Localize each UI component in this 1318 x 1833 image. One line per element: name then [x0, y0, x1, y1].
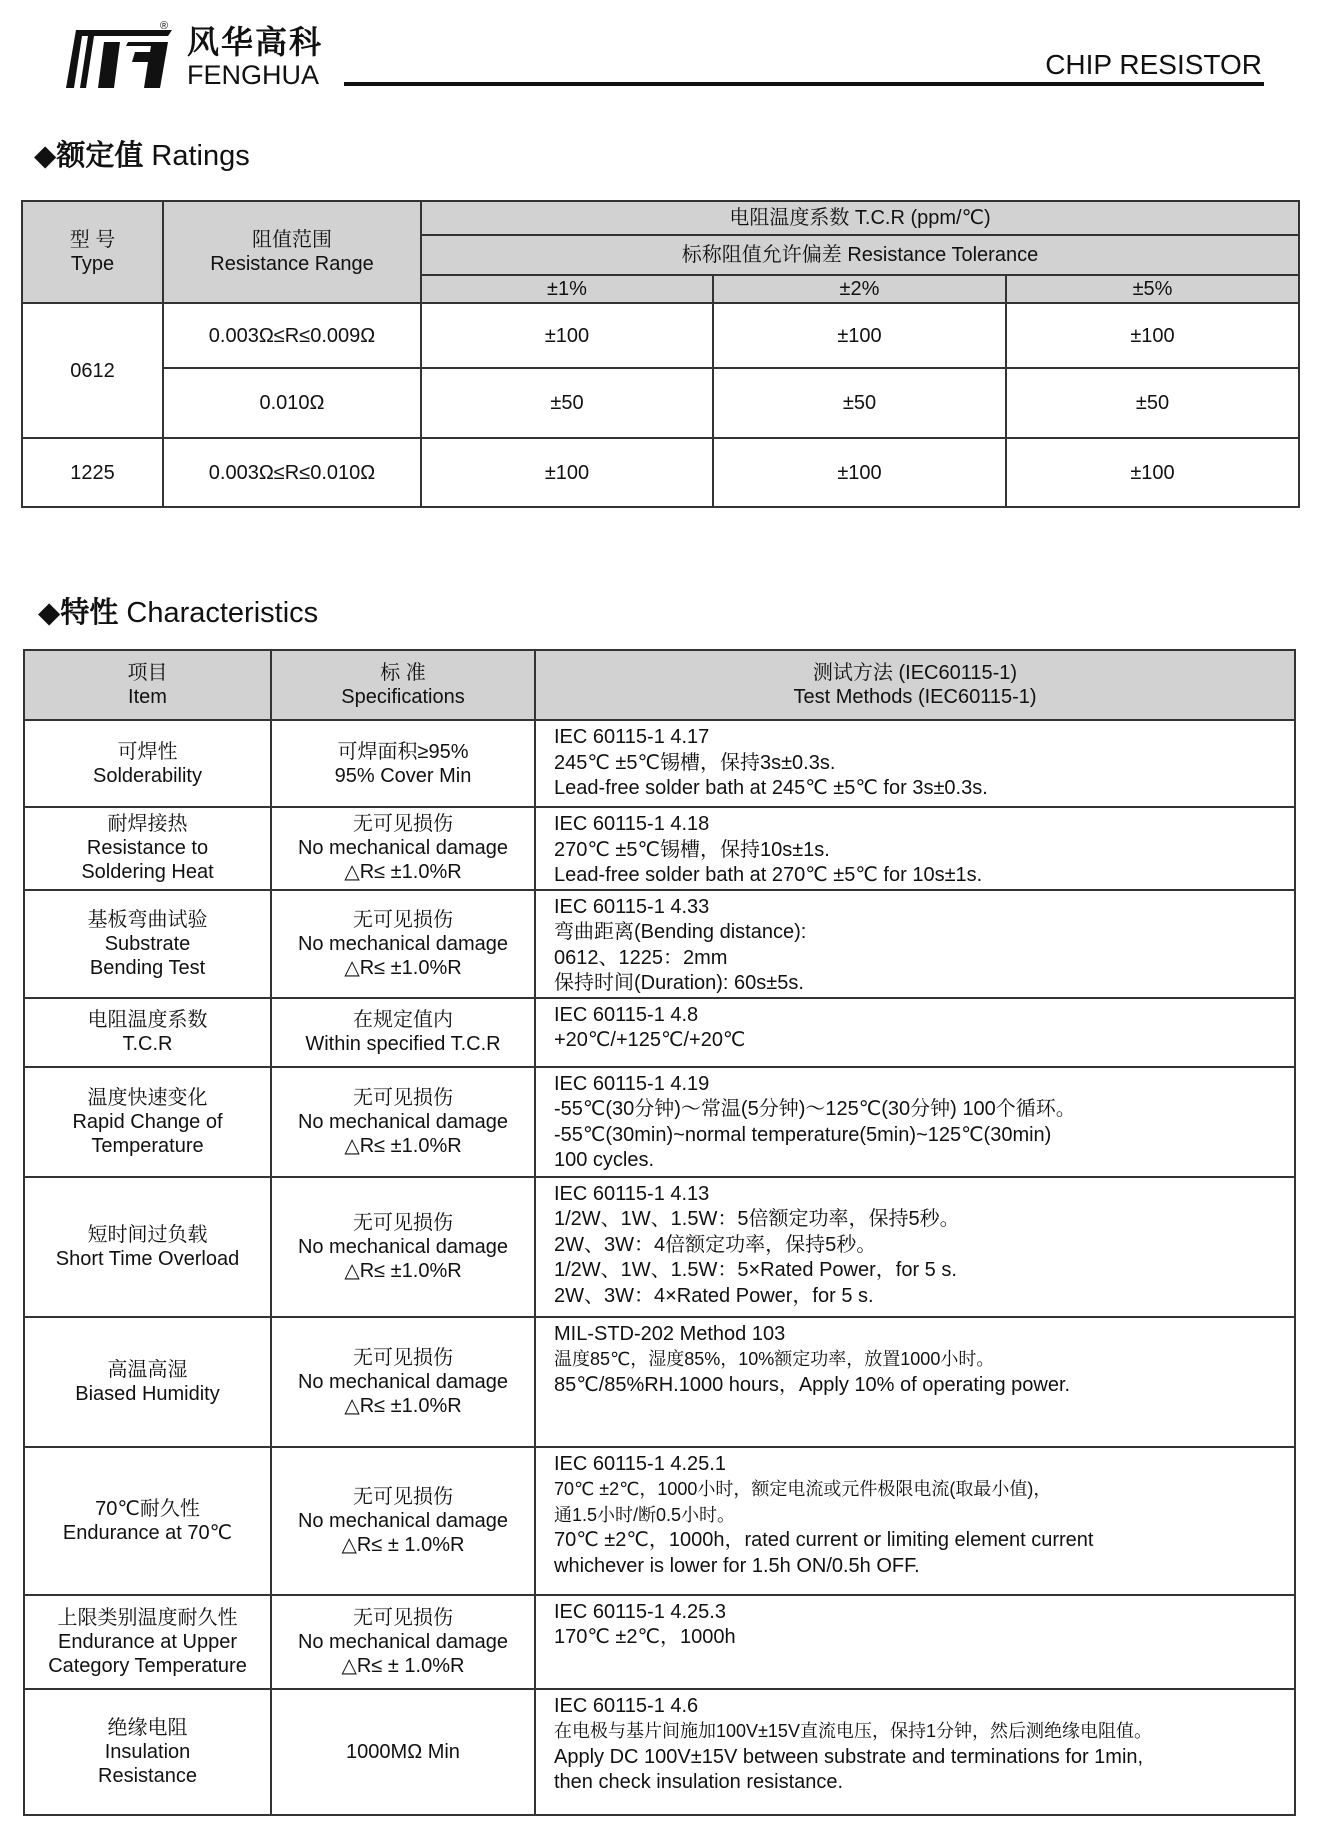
table-row [24, 998, 1295, 1067]
item-cell [24, 1177, 271, 1317]
registered-mark: ® [160, 20, 169, 32]
spec-cell-line: △R≤ ± 1.0%R [341, 1533, 465, 1556]
table-row [24, 1447, 1295, 1595]
range-header: 阻值范围 Resistance Range [163, 201, 421, 303]
item-cell-line: Rapid Change of [72, 1110, 223, 1133]
method-cell-line: IEC 60115-1 4.25.1 [554, 1452, 726, 1475]
method-cell-line: then check insulation resistance. [554, 1771, 844, 1793]
method-cell-line: 70℃ ±2℃，1000h，rated current or limiting element current [554, 1529, 1094, 1551]
spec-cell-line: △R≤ ±1.0%R [344, 1259, 462, 1282]
method-cell [535, 1595, 1295, 1689]
ratings-title [34, 139, 250, 173]
spec-cell [271, 1317, 535, 1447]
item-cell [24, 998, 271, 1067]
tolerance-2pct: ±2% [713, 275, 1006, 303]
spec-cell-line: 无可见损伤 [353, 1086, 453, 1109]
spec-cell-line: 95% Cover Min [334, 764, 472, 787]
item-cell-line: 高温高湿 [107, 1358, 188, 1381]
range-cell: 0.003Ω≤R≤0.009Ω [163, 303, 421, 368]
method-cell-line: IEC 60115-1 4.19 [554, 1072, 710, 1095]
item-cell-line: Endurance at Upper [57, 1630, 237, 1653]
item-cell-line: 可焊性 [117, 740, 178, 763]
table-row [22, 303, 1299, 368]
table-row [24, 1689, 1295, 1815]
table-row [24, 807, 1295, 890]
spec-cell-line: △R≤ ±1.0%R [344, 1134, 462, 1157]
item-cell-line: Short Time Overload [55, 1247, 240, 1270]
table-row [24, 720, 1295, 807]
spec-cell-line: △R≤ ±1.0%R [344, 1394, 462, 1417]
spec-cell-line: 无可见损伤 [353, 1211, 453, 1234]
method-cell-line: IEC 60115-1 4.8 [554, 1003, 699, 1026]
table-row [24, 890, 1295, 998]
ratings-title-en: Ratings [151, 140, 250, 172]
item-header: 项目 Item [24, 650, 271, 720]
method-cell-line: Apply DC 100V±15V between substrate and terminations for 1min, [554, 1745, 1144, 1768]
spec-cell [271, 998, 535, 1067]
method-cell [535, 890, 1295, 998]
spec-cell-line: △R≤ ±1.0%R [344, 861, 462, 884]
spec-cell [271, 1595, 535, 1689]
item-cell-line: 基板弯曲试验 [87, 908, 208, 931]
tcr-header: 电阻温度系数 T.C.R (ppm/℃) [421, 201, 1299, 235]
spec-cell-line: No mechanical damage [297, 1235, 509, 1258]
method-cell-line: 170℃ ±2℃，1000h [554, 1626, 736, 1648]
spec-cell-line: △R≤ ±1.0%R [344, 956, 462, 979]
spec-cell-line: 在规定值内 [353, 1009, 453, 1031]
table-row [24, 1595, 1295, 1689]
method-cell [535, 720, 1295, 807]
characteristics-table [23, 649, 1296, 1816]
spec-cell-line: 无可见损伤 [353, 1485, 453, 1508]
method-cell-line: 在电极与基片间施加100V±15V直流电压，保持1分钟，然后测绝缘电阻值。 [554, 1721, 1152, 1741]
spec-cell-line: No mechanical damage [297, 1630, 509, 1653]
diamond-bullet-icon: ◆ [34, 140, 57, 172]
tolerance-header: 标称阻值允许偏差 Resistance Tolerance [421, 235, 1299, 275]
spec-cell-line: 无可见损伤 [353, 1346, 453, 1369]
tolerance-1pct: ±1% [421, 275, 713, 303]
item-cell [24, 1689, 271, 1815]
method-cell-line: 85℃/85%RH.1000 hours，Apply 10% of operating power. [554, 1373, 1071, 1396]
item-cell-line: Category Temperature [48, 1654, 247, 1677]
method-cell-line: 2W、3W：4×Rated Power，for 5 s. [554, 1284, 874, 1307]
spec-cell [271, 890, 535, 998]
method-cell-line: Lead-free solder bath at 270℃ ±5℃ for 10s±1s. [554, 864, 983, 886]
item-cell-line: 耐焊接热 [107, 813, 188, 836]
spec-cell-line: No mechanical damage [297, 1370, 509, 1393]
method-cell [535, 807, 1295, 890]
method-cell-line: 100 cycles. [554, 1149, 655, 1171]
spec-header: 标 准 Specifications [271, 650, 535, 720]
spec-cell-line: △R≤ ± 1.0%R [341, 1654, 465, 1677]
tcr-cell: ±100 [713, 303, 1006, 368]
characteristics-title [38, 596, 318, 630]
table-row [24, 1067, 1295, 1177]
characteristics-title-cn: 特性 [60, 597, 119, 629]
brand-name-en: FENGHUA [187, 60, 320, 90]
method-cell [535, 1447, 1295, 1595]
spec-cell [271, 720, 535, 807]
method-cell-line: -55℃(30分钟)～常温(5分钟)～125℃(30分钟) 100个循环。 [554, 1098, 1076, 1120]
item-cell [24, 1067, 271, 1177]
item-cell-line: Temperature [91, 1134, 204, 1157]
brand-name-cn: 风华高科 [187, 24, 324, 60]
spec-cell [271, 807, 535, 890]
method-cell [535, 1067, 1295, 1177]
item-cell-line: Substrate [104, 932, 191, 955]
method-cell-line: MIL-STD-202 Method 103 [554, 1322, 786, 1345]
item-cell [24, 807, 271, 890]
method-cell-line: IEC 60115-1 4.13 [554, 1182, 710, 1205]
spec-cell-line: 无可见损伤 [353, 1606, 453, 1629]
method-cell-line: whichever is lower for 1.5h ON/0.5h OFF. [554, 1554, 920, 1577]
method-cell-line: -55℃(30min)~normal temperature(5min)~125℃(30min) [554, 1123, 1052, 1146]
tcr-cell: ±100 [713, 438, 1006, 507]
item-cell-line: Soldering Heat [81, 861, 214, 884]
method-cell-line: IEC 60115-1 4.25.3 [554, 1600, 726, 1623]
tcr-cell: ±100 [1006, 303, 1299, 368]
range-cell: 0.003Ω≤R≤0.010Ω [163, 438, 421, 507]
spec-cell [271, 1689, 535, 1815]
tcr-cell: ±50 [421, 368, 713, 438]
spec-cell-line: Within specified T.C.R [305, 1033, 501, 1055]
method-cell-line: 1/2W、1W、1.5W：5倍额定功率，保持5秒。 [554, 1208, 960, 1230]
type-cell: 1225 [22, 438, 163, 507]
method-header: 测试方法 (IEC60115-1) Test Methods (IEC60115-1) [535, 650, 1295, 720]
tcr-cell: ±50 [713, 368, 1006, 438]
item-cell-line: Solderability [93, 764, 202, 787]
item-cell [24, 1595, 271, 1689]
document-type: CHIP RESISTOR [1045, 49, 1262, 80]
method-cell-line: 70℃ ±2℃，1000小时，额定电流或元件极限电流(取最小值)， [554, 1479, 1052, 1499]
tolerance-5pct: ±5% [1006, 275, 1299, 303]
spec-cell [271, 1447, 535, 1595]
type-cell: 0612 [22, 303, 163, 438]
item-cell [24, 720, 271, 807]
spec-cell-line: No mechanical damage [297, 1110, 509, 1133]
table-row [22, 438, 1299, 507]
spec-cell [271, 1067, 535, 1177]
item-cell-line: T.C.R [122, 1033, 173, 1055]
characteristics-title-en: Characteristics [126, 597, 319, 629]
fenghua-logo [64, 22, 174, 90]
table-row [24, 1177, 1295, 1317]
item-cell-line: 70℃耐久性 [95, 1497, 200, 1520]
tcr-cell: ±50 [1006, 368, 1299, 438]
method-cell-line: 保持时间(Duration): 60s±5s. [554, 972, 804, 994]
method-cell-line: 245℃ ±5℃锡槽，保持3s±0.3s. [554, 751, 836, 774]
item-cell [24, 1447, 271, 1595]
item-cell [24, 890, 271, 998]
spec-cell [271, 1177, 535, 1317]
tcr-cell: ±100 [421, 303, 713, 368]
method-cell-line: 1/2W、1W、1.5W：5×Rated Power，for 5 s. [554, 1259, 957, 1281]
item-cell-line: Resistance to [86, 837, 209, 860]
ratings-title-cn: 额定值 [56, 140, 144, 172]
spec-cell-line: 无可见损伤 [353, 908, 453, 931]
method-cell [535, 998, 1295, 1067]
method-cell [535, 1689, 1295, 1815]
table-row [24, 1317, 1295, 1447]
tcr-cell: ±100 [1006, 438, 1299, 507]
method-cell-line: IEC 60115-1 4.17 [554, 726, 710, 748]
ratings-table [21, 200, 1300, 508]
type-header: 型 号 Type [22, 201, 163, 303]
item-cell [24, 1317, 271, 1447]
method-cell-line: 温度85℃，湿度85%，10%额定功率，放置1000小时。 [554, 1349, 995, 1369]
item-cell-line: Endurance at 70℃ [62, 1521, 233, 1544]
method-cell-line: 270℃ ±5℃锡槽，保持10s±1s. [554, 838, 830, 861]
item-cell-line: Resistance [98, 1764, 197, 1787]
method-cell-line: IEC 60115-1 4.33 [554, 895, 710, 918]
spec-cell-line: No mechanical damage [297, 1509, 509, 1532]
range-cell: 0.010Ω [163, 368, 421, 438]
item-cell-line: 短时间过负载 [87, 1223, 208, 1246]
diamond-bullet-icon: ◆ [38, 597, 61, 629]
table-row [22, 368, 1299, 438]
item-cell-line: 绝缘电阻 [107, 1716, 188, 1739]
method-cell-line: Lead-free solder bath at 245℃ ±5℃ for 3s±0.3s. [554, 777, 988, 799]
spec-cell-line: 无可见损伤 [353, 813, 453, 836]
spec-cell-line: No mechanical damage [297, 837, 509, 860]
method-cell-line: 弯曲距离(Bending distance): [554, 921, 807, 943]
item-cell-line: 电阻温度系数 [87, 1009, 208, 1031]
method-cell-line: 0612、1225：2mm [554, 946, 728, 969]
method-cell [535, 1317, 1295, 1447]
method-cell-line: 通1.5小时/断0.5小时。 [554, 1504, 736, 1525]
spec-cell-line: 可焊面积≥95% [337, 740, 469, 763]
method-cell-line: +20℃/+125℃/+20℃ [554, 1029, 746, 1051]
item-cell-line: Bending Test [89, 956, 206, 979]
item-cell-line: Biased Humidity [75, 1382, 220, 1405]
item-cell-line: Insulation [104, 1740, 191, 1763]
method-cell-line: 2W、3W：4倍额定功率，保持5秒。 [554, 1233, 877, 1256]
method-cell-line: IEC 60115-1 4.18 [554, 813, 710, 835]
tcr-cell: ±100 [421, 438, 713, 507]
spec-cell-line: 1000MΩ Min [346, 1740, 460, 1763]
item-cell-line: 温度快速变化 [87, 1086, 208, 1109]
method-cell [535, 1177, 1295, 1317]
method-cell-line: IEC 60115-1 4.6 [554, 1694, 699, 1717]
header-rule [344, 82, 1264, 86]
item-cell-line: 上限类别温度耐久性 [57, 1606, 238, 1629]
spec-cell-line: No mechanical damage [297, 932, 509, 955]
